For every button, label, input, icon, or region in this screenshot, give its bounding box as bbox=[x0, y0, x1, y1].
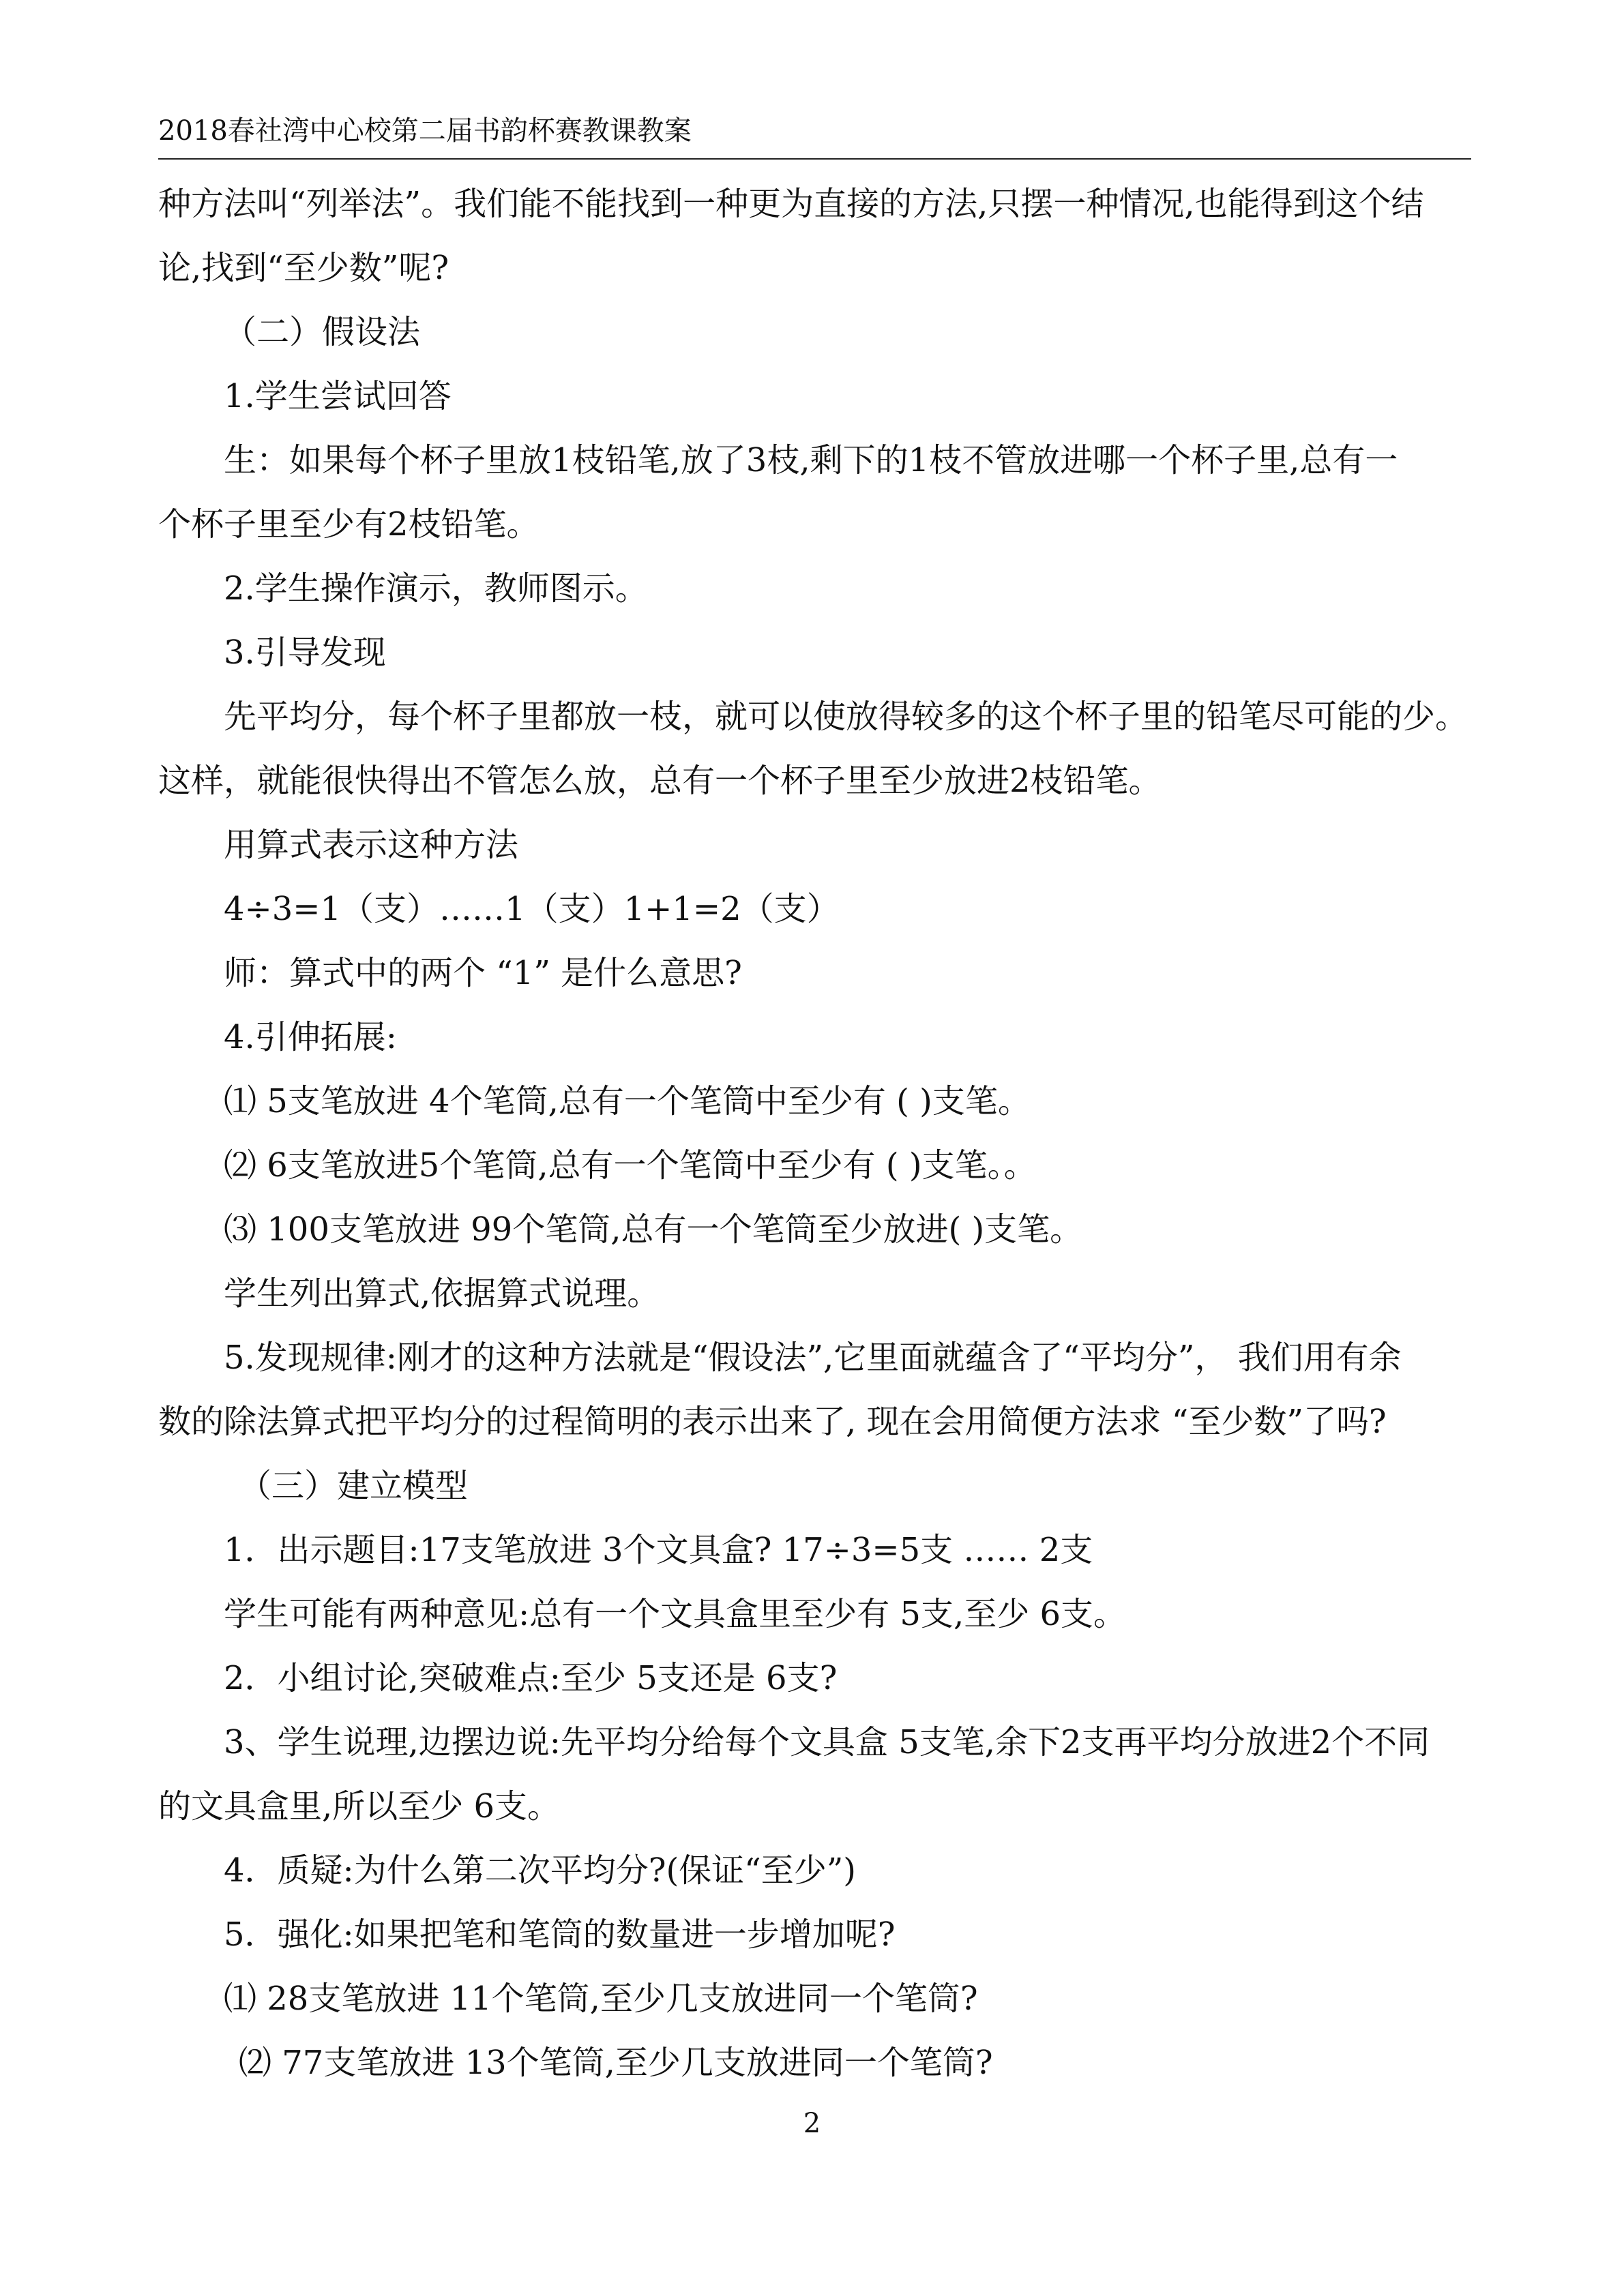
text-line: 用算式表示这种方法 bbox=[224, 826, 519, 864]
text-line: 3、学生说理,边摆边说:先平均分给每个文具盒 5支笔,余下2支再平均分放进2个不同 bbox=[224, 1723, 1430, 1761]
text-line: 的文具盒里,所以至少 6支。 bbox=[158, 1787, 561, 1825]
text-line: 种方法叫“列举法”。我们能不能找到一种更为直接的方法,只摆一种情况,也能得到这个结 bbox=[158, 185, 1424, 223]
exercise-item: ⑴ 5支笔放进 4个笔筒,总有一个笔筒中至少有 ( )支笔。 bbox=[224, 1082, 1031, 1120]
document-body bbox=[158, 172, 1471, 2095]
text-line: 4．质疑:为什么第二次平均分?(保证“至少”) bbox=[224, 1851, 856, 1890]
formula-line: 4÷3=1（支）……1（支）1+1=2（支） bbox=[224, 890, 840, 928]
section-heading: （二）假设法 bbox=[224, 313, 421, 351]
text-line: 2．小组讨论,突破难点:至少 5支还是 6支? bbox=[224, 1659, 838, 1697]
text-line: 5．强化:如果把笔和笔筒的数量进一步增加呢? bbox=[224, 1915, 896, 1954]
text-line: 5.发现规律:刚才的这种方法就是“假设法”,它里面就蕴含了“平均分”， 我们用有余 bbox=[224, 1339, 1402, 1377]
text-line: 学生可能有两种意见:总有一个文具盒里至少有 5支,至少 6支。 bbox=[224, 1595, 1127, 1633]
text-line: 3.引导发现 bbox=[224, 633, 386, 672]
text-line: 4.引伸拓展: bbox=[224, 1018, 397, 1056]
section-heading: （三）建立模型 bbox=[239, 1467, 469, 1505]
text-line: 师：算式中的两个 “1” 是什么意思? bbox=[224, 954, 742, 992]
exercise-item: ⑴ 28支笔放进 11个笔筒,至少几支放进同一个笔筒? bbox=[224, 1980, 978, 2018]
text-line: 学生列出算式,依据算式说理。 bbox=[224, 1274, 660, 1313]
page-header: 2018春社湾中心校第二届书韵杯赛教课教案 bbox=[158, 115, 692, 147]
exercise-item: ⑵ 77支笔放进 13个笔筒,至少几支放进同一个笔筒? bbox=[239, 2044, 993, 2082]
text-line: 生：如果每个杯子里放1枝铅笔,放了3枝,剩下的1枝不管放进哪一个杯子里,总有一 bbox=[224, 441, 1398, 479]
text-line: 这样，就能很快得出不管怎么放，总有一个杯子里至少放进2枝铅笔。 bbox=[158, 762, 1162, 800]
text-line: 数的除法算式把平均分的过程简明的表示出来了, 现在会用简便方法求 “至少数”了吗? bbox=[158, 1403, 1387, 1441]
header-divider bbox=[158, 158, 1471, 160]
exercise-item: ⑶ 100支笔放进 99个笔筒,总有一个笔筒至少放进( )支笔。 bbox=[224, 1210, 1083, 1249]
text-line: 1.学生尝试回答 bbox=[224, 377, 452, 415]
text-line: 个杯子里至少有2枝铅笔。 bbox=[158, 505, 540, 543]
page-number: 2 bbox=[803, 2108, 821, 2139]
text-line: 先平均分，每个杯子里都放一枝，就可以使放得较多的这个杯子里的铅笔尽可能的少。 bbox=[224, 698, 1468, 736]
text-line: 论,找到“至少数”呢? bbox=[158, 249, 449, 287]
text-line: 2.学生操作演示，教师图示。 bbox=[224, 569, 648, 608]
exercise-item: ⑵ 6支笔放进5个笔筒,总有一个笔筒中至少有 ( )支笔。。 bbox=[224, 1146, 1037, 1184]
text-line: 1．出示题目:17支笔放进 3个文具盒? 17÷3=5支 …… 2支 bbox=[224, 1531, 1093, 1569]
